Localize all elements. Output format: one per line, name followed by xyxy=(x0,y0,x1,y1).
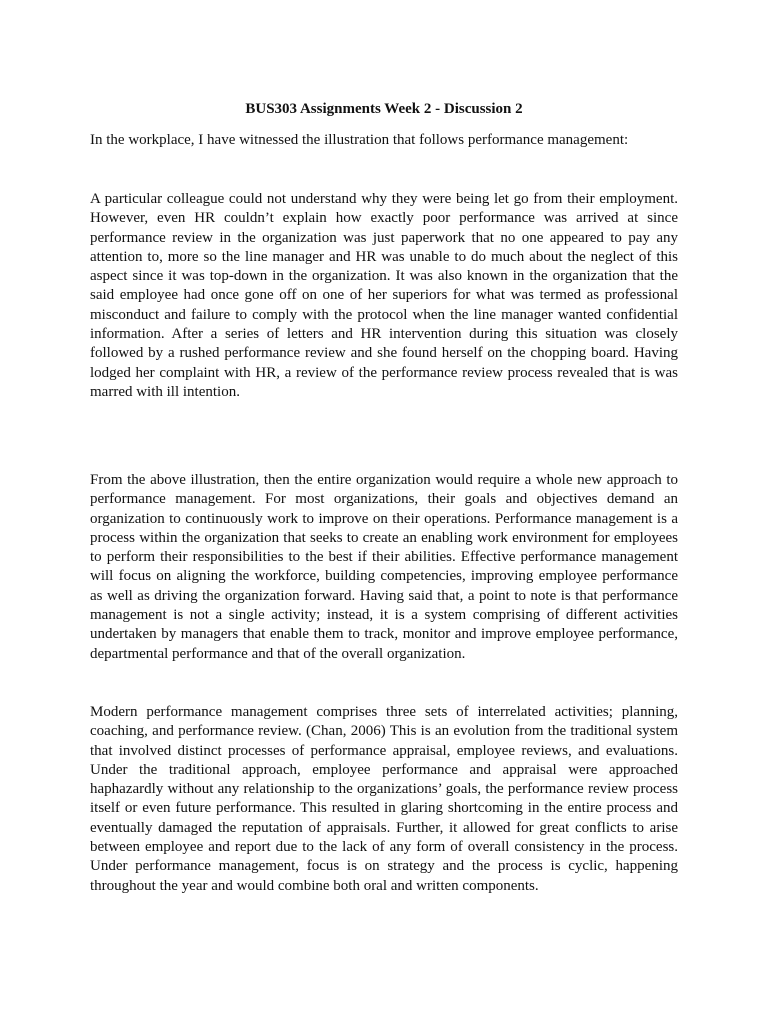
body-paragraph-3: Modern performance management comprises three sets of interrelated activities; planning, coaching, and performance review. (Chan, 2006) This is an evolution from the traditional system that involved distinct processes of performance appraisal, employee reviews, and evaluations. Under the traditional approach, employee performance and appraisal were approached haphazardly without any relationship to the organizations’ goals, the performance review process itself or even future performance. This resulted in glaring shortcoming in the entire process and eventually damaged the reputation of appraisals. Further, it allowed for great conflicts to arise between employee and report due to the lack of any form of overall consistency in the process. Under performance management, focus is on strategy and the process is cyclic, happening throughout the year and would combine both oral and written components. xyxy=(90,704,678,894)
body-paragraph-1: A particular colleague could not understand why they were being let go from their employment. However, even HR couldn’t explain how exactly poor performance was arrived at since performance review in the organization was just paperwork that no one appeared to pay any attention to, more so the line manager and HR was unable to do much about the neglect of this aspect since it was top-down in the organization. It was also known in the organization that the said employee had once gone off on one of her superiors for what was termed as professional misconduct and failure to comply with the protocol when the line manager wanted confidential information. After a series of letters and HR intervention during this situation was closely followed by a rushed performance review and she found herself on the chopping board. Having lodged her complaint with HR, a review of the performance review process revealed that is was marred with ill intention. xyxy=(90,191,678,400)
intro-paragraph: In the workplace, I have witnessed the illustration that follows performance management: xyxy=(90,132,629,148)
document-title: BUS303 Assignments Week 2 - Discussion 2 xyxy=(245,101,523,117)
body-paragraph-2: From the above illustration, then the entire organization would require a whole new approach to performance management. For most organizations, their goals and objectives demand an organization to continuously work to improve on their operations. Performance management is a process within the organization that seeks to create an enabling work environment for employees to perform their responsibilities to the best if their abilities. Effective performance management will focus on aligning the workforce, building competencies, improving employee performance as well as driving the organization forward. Having said that, a point to note is that performance management is not a single activity; instead, it is a system comprising of different activities undertaken by managers that enable them to track, monitor and improve employee performance, departmental performance and that of the overall organization. xyxy=(90,472,678,662)
